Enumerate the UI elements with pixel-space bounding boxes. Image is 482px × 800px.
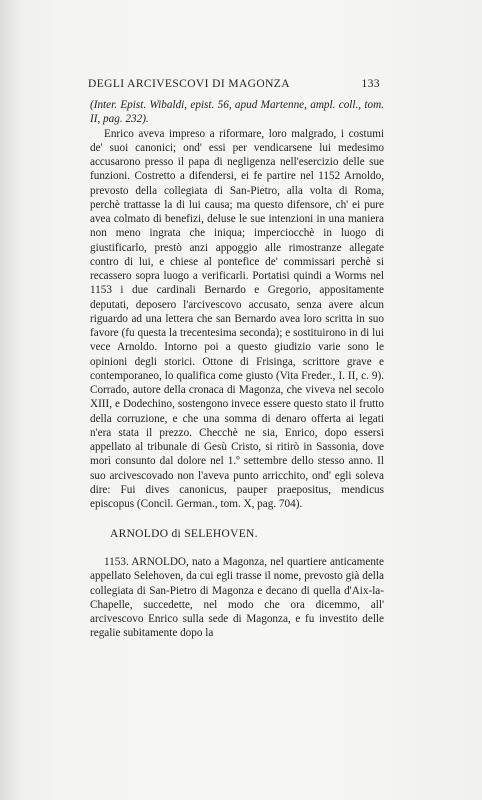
section-heading: ARNOLDO di SELEHOVEN.: [110, 528, 258, 540]
running-header: [88, 78, 380, 90]
main-text: [90, 98, 384, 511]
section-paragraph: 1153. ARNOLDO, nato a Magonza, nel quartiere anticamente appellato Selehoven, da cui egli trasse il nome, prevosto già della collegiata di San-Pietro di Magonza e decano di quella d'Aix-la-Chapelle, succedette, nel modo che ora dicemmo, all' arcivescovo Enrico sulla sede di Magonza, e fu investito delle regalie subitamente dopo la: [90, 556, 384, 640]
body-paragraph: Enrico aveva impreso a riformare, loro malgrado, i costumi de' suoi canonici; ond' essi per vendicarsene lui medesimo accusarono presso il papa di negligenza nell'esercizio delle sue funzioni. Costretto a difendersi, ei fe partire nel 1152 Arnoldo, prevosto della collegiata di San-Pietro, alla volta di Roma, perchè trattasse la di lui causa; ma questo difensore, ch' ei pure avea colmato di benefizi, deluse le sue intenzioni in una maniera non meno ingrata che iniqua; imperciocchè in luogo di giustificarlo, prestò anzi appoggio alle rimostranze allegate contro di lui, e chiese al pontefice de' commissari perchè si recassero sopra luogo a verificarli. Portatisi quindi a Worms nel 1153 i due cardinali Bernardo e Gregorio, appositamente deputati, deposero l'arcivescovo accusato, senza avere alcun riguardo ad una lettera che san Bernardo avea loro scritta in suo favore (fu questa la trecentesima seconda); e sostituirono in di lui vece Arnoldo. Intorno poi a questo giudizio varie sono le opinioni degli storici. Ottone di Frisinga, scrittore grave e contemporaneo, lo qualifica come giusto (Vita Freder., I. II, c. 9). Corrado, autore della cronaca di Magonza, che viveva nel secolo XIII, e Dodechino, sostengono invece essere questo stato il frutto della corruzione, e che una somma di denaro offerta ai legati n'era stata il prezzo. Checchè ne sia, Enrico, dopo essersi appellato al tribunale di Gesù Cristo, si ritirò in Sassonia, dove morì consunto dal dolore nel 1.º settembre dello stesso anno. Il suo arcivescovado non l'aveva punto arricchito, ond' egli soleva dire: Fui dives canonicus, pauper praepositus, mendicus episcopus (Concil. German., tom. X, pag. 704).: [90, 127, 384, 510]
citation-paragraph: (Inter. Epist. Wibaldi, epist. 56, apud Martenne, ampl. coll., tom. II, pag. 232).: [90, 99, 384, 126]
section-text: [90, 555, 384, 641]
page-number: 133: [361, 78, 380, 90]
running-title: DEGLI ARCIVESCOVI DI MAGONZA: [88, 78, 290, 90]
